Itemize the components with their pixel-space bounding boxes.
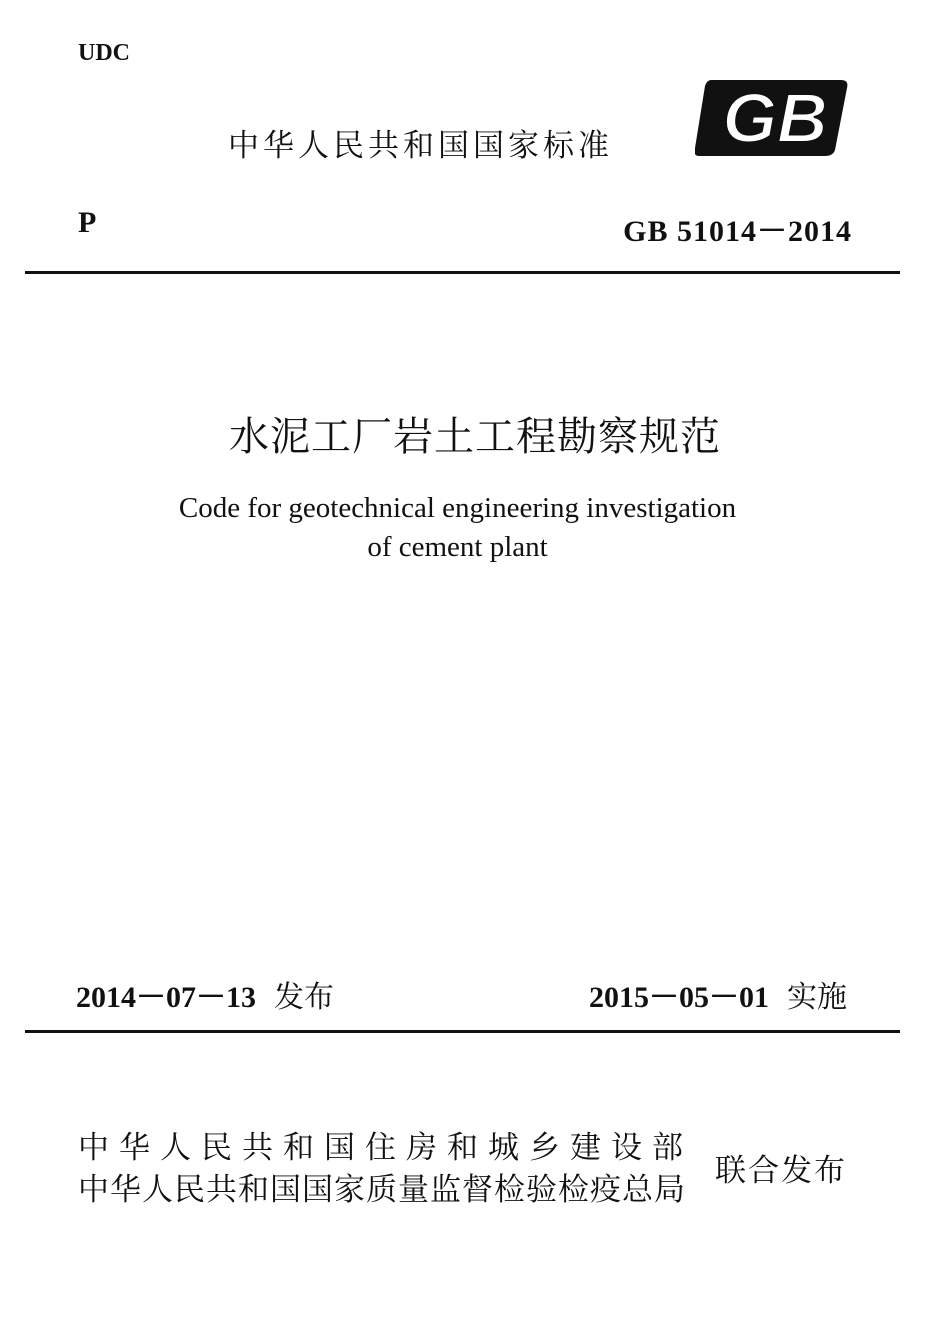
implement-label: 实施 <box>787 980 847 1015</box>
udc-label: UDC <box>78 40 130 66</box>
jointly-issued-label: 联合发布 <box>715 1153 847 1189</box>
implement-date-block <box>589 972 847 1016</box>
title-chinese: 水泥工厂岩土工程勘察规范 <box>229 414 721 460</box>
issue-date-block <box>76 972 334 1016</box>
classification-code: P <box>78 206 97 239</box>
gb-logo <box>695 76 855 158</box>
footer-divider <box>25 1030 900 1033</box>
standard-number: GB 51014－2014 <box>623 215 852 248</box>
issuer-line2: 中华人民共和国国家质量监督检验检疫总局 <box>78 1172 686 1208</box>
issue-label: 发布 <box>274 980 334 1015</box>
title-english-line2: of cement plant <box>367 531 548 563</box>
header-divider <box>25 271 900 274</box>
gb-logo-text: GB <box>722 79 828 157</box>
issue-date: 2014－07－13 <box>76 981 256 1014</box>
issuer-line1: 中华人民共和国住房和城乡建设部 <box>78 1130 693 1166</box>
implement-date: 2015－05－01 <box>589 981 769 1014</box>
title-english-line1: Code for geotechnical engineering investigation <box>178 492 737 524</box>
standard-type: 中华人民共和国国家标准 <box>228 128 613 164</box>
